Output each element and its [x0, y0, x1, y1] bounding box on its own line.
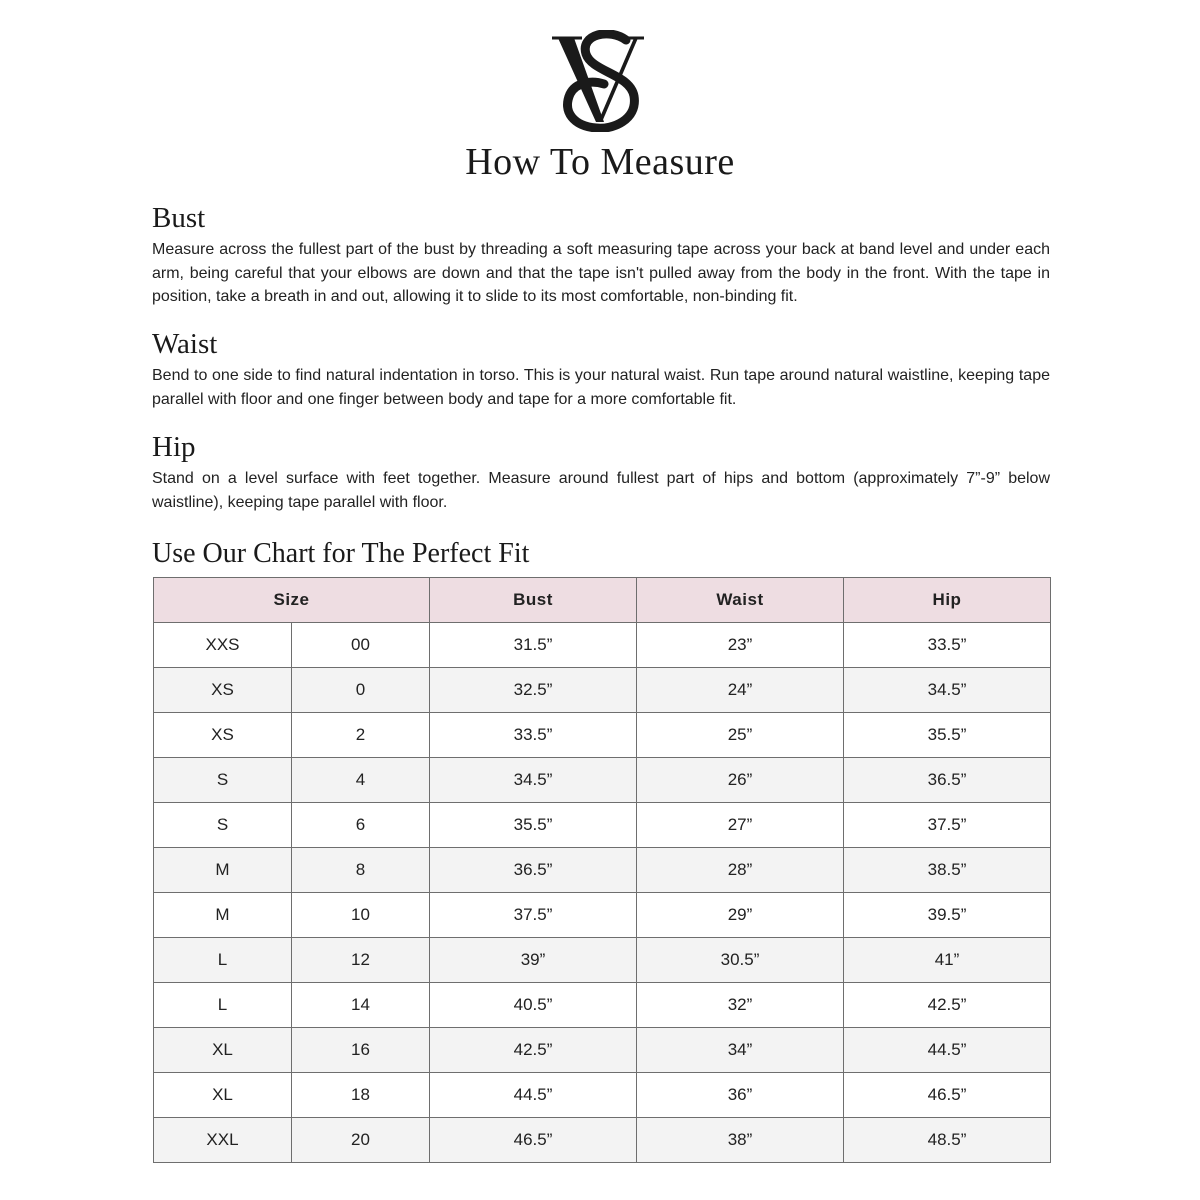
waist-cell: 30.5”	[637, 938, 844, 983]
size-letter-cell: XS	[154, 668, 292, 713]
size-number-cell: 00	[292, 623, 430, 668]
waist-cell: 38”	[637, 1118, 844, 1163]
size-letter-cell: XXL	[154, 1118, 292, 1163]
size-letter-cell: L	[154, 983, 292, 1028]
size-letter-cell: XL	[154, 1073, 292, 1118]
table-row	[154, 983, 1051, 1028]
table-row	[154, 1028, 1051, 1073]
size-letter-cell: M	[154, 893, 292, 938]
hip-section	[152, 431, 1050, 514]
waist-cell: 27”	[637, 803, 844, 848]
bust-cell: 37.5”	[430, 893, 637, 938]
hip-cell: 39.5”	[844, 893, 1051, 938]
hip-cell: 48.5”	[844, 1118, 1051, 1163]
waist-cell: 32”	[637, 983, 844, 1028]
table-row	[154, 623, 1051, 668]
size-letter-cell: S	[154, 803, 292, 848]
size-letter-cell: XXS	[154, 623, 292, 668]
size-number-cell: 20	[292, 1118, 430, 1163]
bust-cell: 33.5”	[430, 713, 637, 758]
size-letter-cell: XS	[154, 713, 292, 758]
waist-cell: 29”	[637, 893, 844, 938]
bust-cell: 44.5”	[430, 1073, 637, 1118]
waist-instructions: Bend to one side to find natural indentation in torso. This is your natural waist. Run tape around natural waistline, keeping tape parallel with floor and one finger between body and tape for a more comfortable fit.	[152, 367, 1050, 408]
waist-cell: 23”	[637, 623, 844, 668]
column-header-hip: Hip	[844, 578, 1051, 623]
table-row	[154, 938, 1051, 983]
hip-cell: 33.5”	[844, 623, 1051, 668]
size-number-cell: 0	[292, 668, 430, 713]
bust-cell: 39”	[430, 938, 637, 983]
waist-cell: 34”	[637, 1028, 844, 1073]
table-row	[154, 713, 1051, 758]
bust-cell: 40.5”	[430, 983, 637, 1028]
size-letter-cell: M	[154, 848, 292, 893]
size-number-cell: 2	[292, 713, 430, 758]
bust-cell: 34.5”	[430, 758, 637, 803]
size-number-cell: 12	[292, 938, 430, 983]
table-row	[154, 803, 1051, 848]
waist-cell: 36”	[637, 1073, 844, 1118]
hip-cell: 36.5”	[844, 758, 1051, 803]
table-row	[154, 758, 1051, 803]
hip-cell: 35.5”	[844, 713, 1051, 758]
table-row	[154, 893, 1051, 938]
bust-section	[152, 202, 1050, 309]
hip-heading: Hip	[152, 431, 196, 463]
size-letter-cell: S	[154, 758, 292, 803]
bust-cell: 32.5”	[430, 668, 637, 713]
bust-cell: 46.5”	[430, 1118, 637, 1163]
size-number-cell: 18	[292, 1073, 430, 1118]
waist-cell: 25”	[637, 713, 844, 758]
bust-heading: Bust	[152, 202, 206, 234]
size-chart-table	[153, 577, 1051, 1163]
hip-cell: 34.5”	[844, 668, 1051, 713]
table-row	[154, 1073, 1051, 1118]
hip-cell: 44.5”	[844, 1028, 1051, 1073]
bust-cell: 36.5”	[430, 848, 637, 893]
size-number-cell: 8	[292, 848, 430, 893]
waist-cell: 24”	[637, 668, 844, 713]
column-header-bust: Bust	[430, 578, 637, 623]
waist-cell: 28”	[637, 848, 844, 893]
column-header-size: Size	[154, 578, 430, 623]
table-header-row	[154, 578, 1051, 623]
size-number-cell: 16	[292, 1028, 430, 1073]
hip-instructions: Stand on a level surface with feet together. Measure around fullest part of hips and bottom (approximately 7”-9” below waistline), keeping tape parallel with floor.	[152, 470, 1050, 511]
size-number-cell: 10	[292, 893, 430, 938]
column-header-waist: Waist	[637, 578, 844, 623]
page-title: How To Measure	[465, 141, 735, 183]
waist-heading: Waist	[152, 328, 218, 360]
size-number-cell: 14	[292, 983, 430, 1028]
size-number-cell: 4	[292, 758, 430, 803]
chart-title: Use Our Chart for The Perfect Fit	[152, 538, 530, 569]
hip-cell: 41”	[844, 938, 1051, 983]
table-row	[154, 668, 1051, 713]
hip-cell: 38.5”	[844, 848, 1051, 893]
size-letter-cell: L	[154, 938, 292, 983]
hip-cell: 37.5”	[844, 803, 1051, 848]
waist-section	[152, 328, 1050, 411]
table-row	[154, 1118, 1051, 1163]
vs-monogram-icon	[552, 30, 648, 132]
size-number-cell: 6	[292, 803, 430, 848]
bust-instructions: Measure across the fullest part of the bust by threading a soft measuring tape across your back at band level and under each arm, being careful that your elbows are down and that the tape isn't pulled away from the body in the front. With the tape in position, take a breath in and out, allowing it to slide to its most comfortable, non-binding fit.	[152, 241, 1050, 305]
hip-cell: 42.5”	[844, 983, 1051, 1028]
size-letter-cell: XL	[154, 1028, 292, 1073]
table-row	[154, 848, 1051, 893]
waist-cell: 26”	[637, 758, 844, 803]
bust-cell: 31.5”	[430, 623, 637, 668]
bust-cell: 35.5”	[430, 803, 637, 848]
hip-cell: 46.5”	[844, 1073, 1051, 1118]
bust-cell: 42.5”	[430, 1028, 637, 1073]
